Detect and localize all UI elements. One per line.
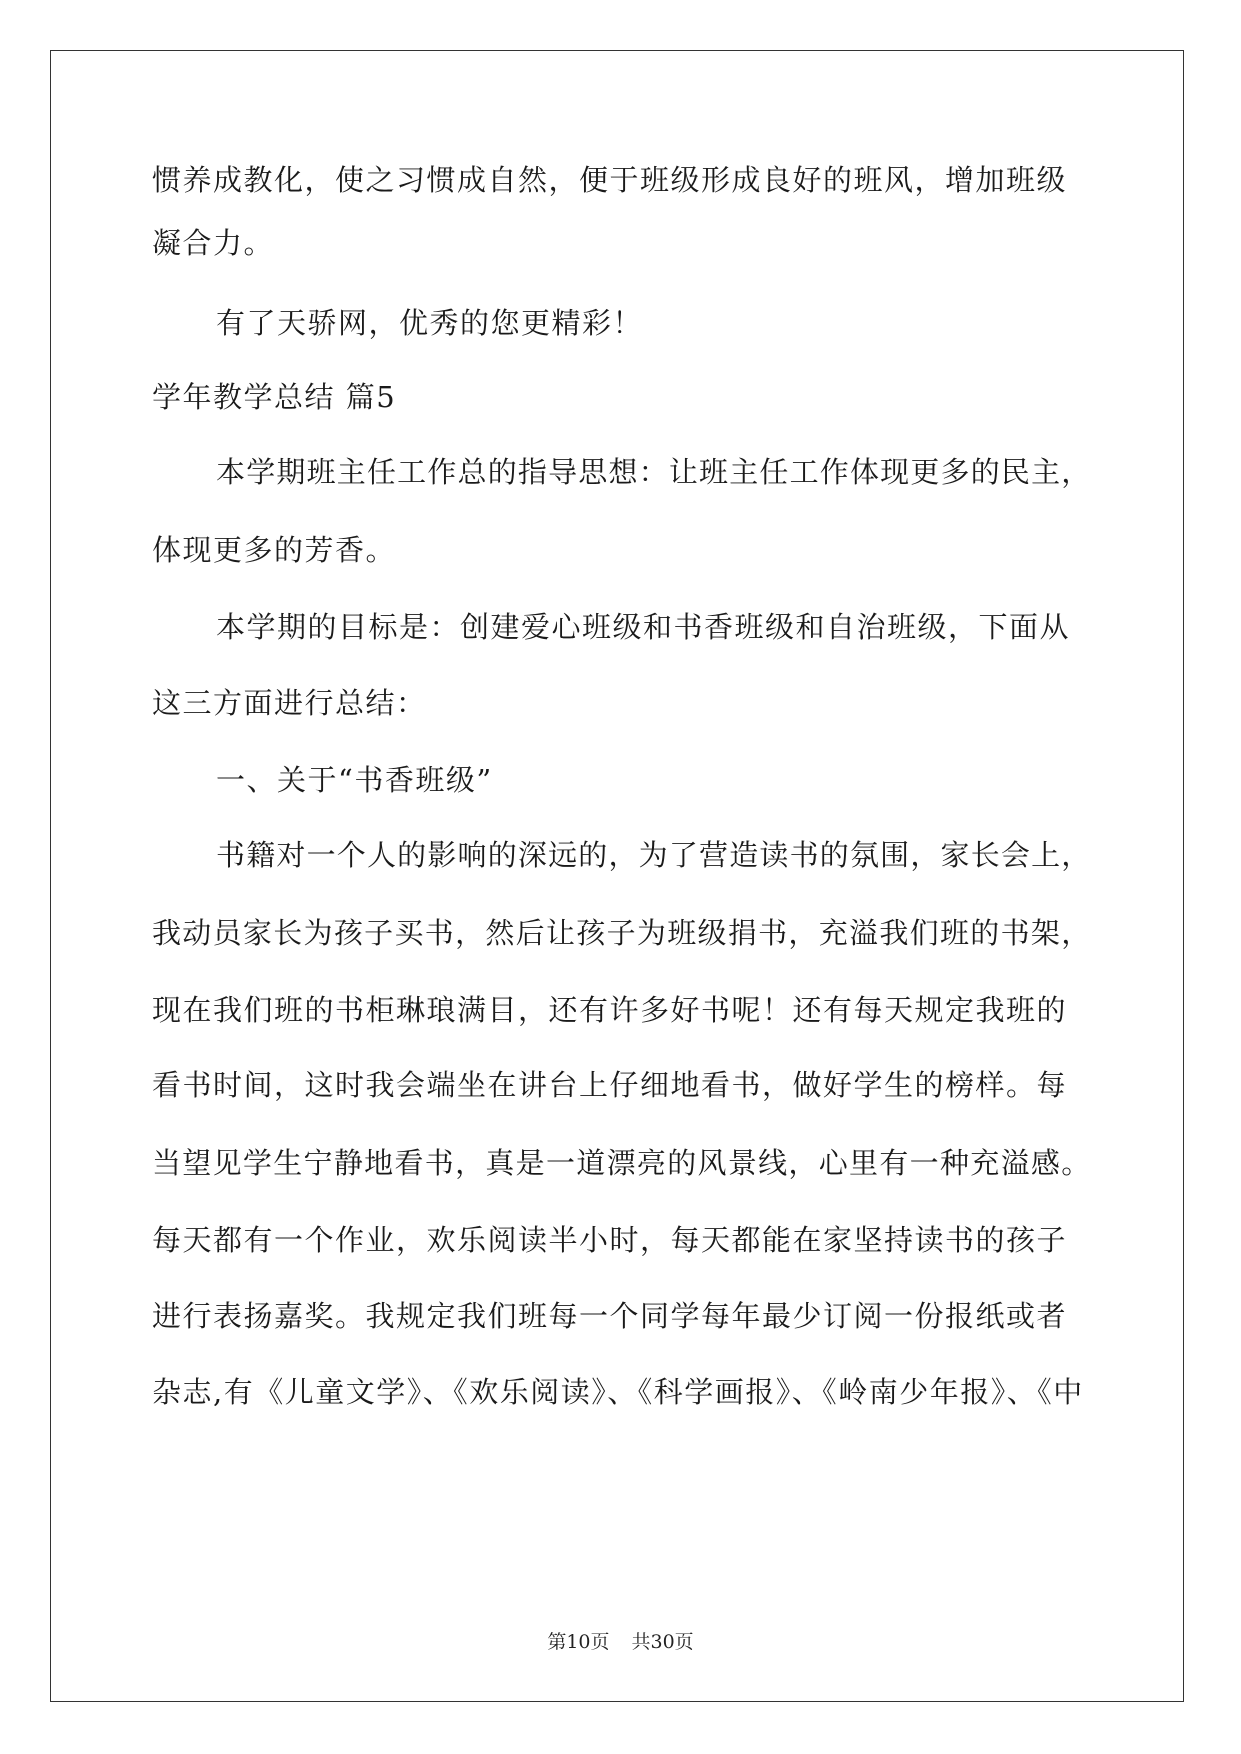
text-line: 本学期班主任工作总的指导思想：让班主任工作体现更多的民主， xyxy=(216,455,1092,489)
page-footer xyxy=(0,1630,1241,1654)
text-line: 我动员家长为孩子买书，然后让孩子为班级捐书，充溢我们班的书架， xyxy=(152,916,1092,950)
subheading: 一、关于“书香班级” xyxy=(216,763,493,797)
text-line: 凝合力。 xyxy=(152,226,275,260)
text-line: 惯养成教化，使之习惯成自然，便于班级形成良好的班风，增加班级 xyxy=(152,163,1068,197)
text-line: 当望见学生宁静地看书，真是一道漂亮的风景线，心里有一种充溢感。 xyxy=(152,1146,1092,1180)
section-heading: 学年教学总结 篇5 xyxy=(152,380,397,414)
text-line: 这三方面进行总结： xyxy=(152,686,427,720)
text-line: 进行表扬嘉奖。我规定我们班每一个同学每年最少订阅一份报纸或者 xyxy=(152,1299,1068,1333)
text-line: 看书时间，这时我会端坐在讲台上仔细地看书，做好学生的榜样。每 xyxy=(152,1068,1068,1102)
text-line: 每天都有一个作业，欢乐阅读半小时，每天都能在家坚持读书的孩子 xyxy=(152,1223,1068,1257)
page-total: 共30页 xyxy=(631,1631,694,1653)
text-line: 有了天骄网，优秀的您更精彩！ xyxy=(216,306,644,340)
page-number: 第10页 xyxy=(547,1631,610,1653)
text-line: 体现更多的芳香。 xyxy=(152,533,397,567)
text-line: 现在我们班的书柜琳琅满目，还有许多好书呢！还有每天规定我班的 xyxy=(152,993,1068,1027)
text-line: 本学期的目标是：创建爱心班级和书香班级和自治班级，下面从 xyxy=(216,610,1071,644)
text-line: 杂志,有《儿童文学》、《欢乐阅读》、《科学画报》、《岭南少年报》、《中 xyxy=(152,1375,1084,1409)
text-line: 书籍对一个人的影响的深远的，为了营造读书的氛围，家长会上， xyxy=(216,838,1092,872)
page-border xyxy=(50,50,1184,1702)
